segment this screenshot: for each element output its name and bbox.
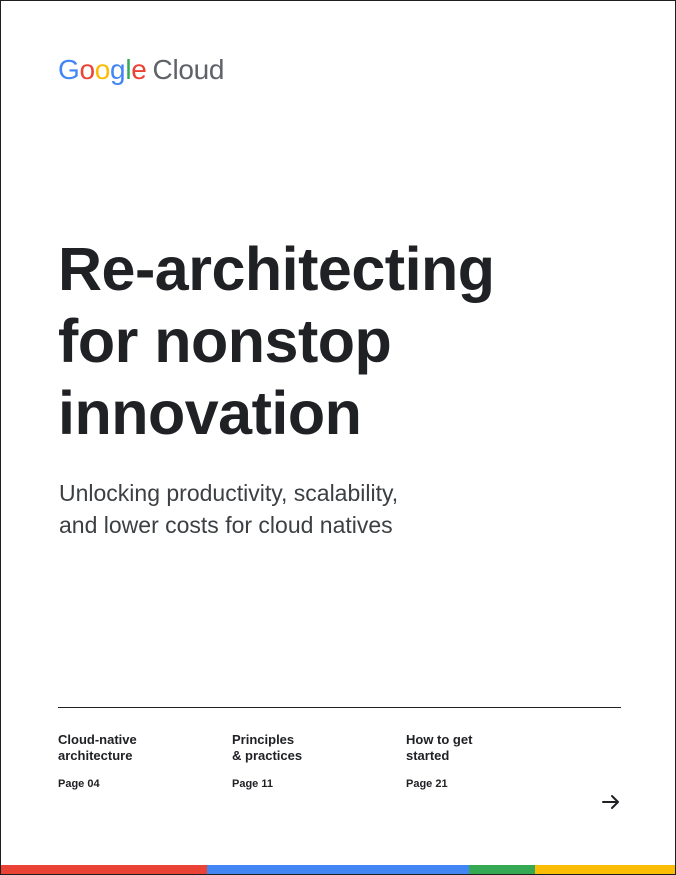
divider [58,707,621,708]
toc-item-page: Page 21 [406,778,448,790]
toc-item-cloud-native-architecture[interactable] [58,732,208,790]
color-bar-segment-yellow [535,865,675,874]
toc-title-line: Principles [232,732,295,747]
title-line: Re-architecting [58,235,495,303]
logo-letter: g [110,54,126,85]
logo-letter: e [131,54,147,85]
logo-letter: o [94,54,111,85]
google-color-bar [1,865,675,874]
toc-title-line: & practices [232,748,303,763]
toc-title-line: started [406,748,450,763]
toc-item-page: Page 04 [58,778,100,790]
toc-title-line: How to get [406,732,473,747]
document-title [58,233,495,449]
subtitle-line: and lower costs for cloud natives [59,512,393,538]
toc-title-line: architecture [58,748,133,763]
toc-item-how-to-get-started[interactable] [406,732,556,790]
toc-item-page: Page 11 [232,778,273,790]
color-bar-segment-red [1,865,207,874]
google-cloud-logo [58,53,224,87]
title-line: for nonstop [58,307,392,375]
toc-title-line: Cloud-native [58,732,137,747]
color-bar-segment-green [469,865,535,874]
logo-letter: l [125,54,132,85]
toc-item-title [406,732,556,764]
toc-item-title [232,732,382,764]
toc-item-title [58,732,208,764]
logo-letter: o [79,54,95,85]
document-subtitle [59,477,398,541]
color-bar-segment-blue [207,865,469,874]
subtitle-line: Unlocking productivity, scalability, [59,480,399,506]
title-line: innovation [58,379,362,447]
logo-letter: G [58,54,80,85]
logo-product-name: Cloud [152,54,225,85]
toc-item-principles-practices[interactable] [232,732,382,790]
arrow-right-icon[interactable] [600,791,622,813]
